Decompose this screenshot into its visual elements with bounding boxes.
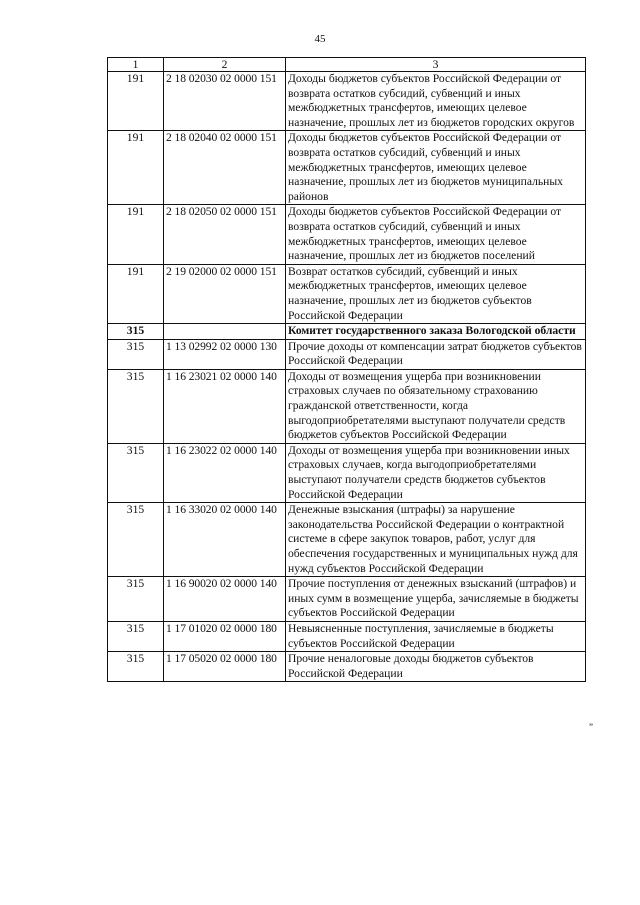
column-header-2: 2 [164, 58, 286, 72]
admin-code-cell: 191 [108, 131, 164, 205]
revenue-codes-table [107, 57, 586, 682]
revenue-name-cell: Доходы бюджетов субъектов Российской Федерации от возврата остатков субсидий, субвенций и иных межбюджетных трансфертов, имеющих целевое назначение, прошлых лет из бюджетов поселений [286, 205, 586, 264]
admin-code-cell: 315 [108, 369, 164, 443]
table-row [108, 652, 586, 682]
admin-code-cell: 315 [108, 652, 164, 682]
admin-code-cell: 315 [108, 339, 164, 369]
table-row [108, 503, 586, 577]
revenue-name-cell: Доходы от возмещения ущерба при возникновении иных страховых случаев, когда выгодоприобретателями выступают получатели средств бюджетов субъектов Российской Федерации [286, 443, 586, 502]
admin-code-cell: 191 [108, 264, 164, 323]
column-header-3: 3 [286, 58, 586, 72]
revenue-code-cell: 2 18 02030 02 0000 151 [164, 72, 286, 131]
column-header-1: 1 [108, 58, 164, 72]
revenue-code-cell: 1 13 02992 02 0000 130 [164, 339, 286, 369]
revenue-code-cell: 1 16 33020 02 0000 140 [164, 503, 286, 577]
closing-quote-mark: ” [589, 722, 593, 732]
revenue-code-cell: 2 18 02050 02 0000 151 [164, 205, 286, 264]
revenue-code-cell: 2 18 02040 02 0000 151 [164, 131, 286, 205]
revenue-name-cell: Прочие поступления от денежных взысканий (штрафов) и иных сумм в возмещение ущерба, зачисляемые в бюджеты субъектов Российской Федерации [286, 577, 586, 622]
table-row [108, 443, 586, 502]
table-row [108, 339, 586, 369]
page-number: 45 [314, 33, 326, 45]
admin-code-cell: 191 [108, 205, 164, 264]
revenue-name-cell: Прочие доходы от компенсации затрат бюджетов субъектов Российской Федерации [286, 339, 586, 369]
admin-code-cell: 191 [108, 72, 164, 131]
table-row [108, 621, 586, 651]
admin-code-cell: 315 [108, 503, 164, 577]
table-body [108, 72, 586, 682]
revenue-name-cell: Доходы бюджетов субъектов Российской Федерации от возврата остатков субсидий, субвенций и иных межбюджетных трансфертов, имеющих целевое назначение, прошлых лет из бюджетов муниципальных районов [286, 131, 586, 205]
header-row [108, 58, 586, 72]
table-row [108, 205, 586, 264]
revenue-code-cell [164, 324, 286, 340]
table-row [108, 369, 586, 443]
table-row [108, 72, 586, 131]
table-row [108, 264, 586, 323]
revenue-name-cell: Денежные взыскания (штрафы) за нарушение законодательства Российской Федерации о контрактной системе в сфере закупок товаров, работ, услуг для обеспечения государственных и муниципальных нужд для нужд субъектов Российской Федерации [286, 503, 586, 577]
admin-code-cell: 315 [108, 577, 164, 622]
revenue-code-cell: 1 17 05020 02 0000 180 [164, 652, 286, 682]
revenue-name-cell: Возврат остатков субсидий, субвенций и иных межбюджетных трансфертов, имеющих целевое назначение, прошлых лет из бюджетов субъектов Российской Федерации [286, 264, 586, 323]
revenue-code-cell: 1 16 90020 02 0000 140 [164, 577, 286, 622]
revenue-name-cell: Комитет государственного заказа Вологодской области [286, 324, 586, 340]
revenue-code-cell: 1 16 23021 02 0000 140 [164, 369, 286, 443]
table-row-section-heading [108, 324, 586, 340]
revenue-code-cell: 1 17 01020 02 0000 180 [164, 621, 286, 651]
revenue-name-cell: Невыясненные поступления, зачисляемые в бюджеты субъектов Российской Федерации [286, 621, 586, 651]
admin-code-cell: 315 [108, 443, 164, 502]
admin-code-cell: 315 [108, 324, 164, 340]
table-row [108, 577, 586, 622]
revenue-code-cell: 1 16 23022 02 0000 140 [164, 443, 286, 502]
admin-code-cell: 315 [108, 621, 164, 651]
revenue-name-cell: Доходы от возмещения ущерба при возникновении страховых случаев по обязательному страхованию гражданской ответственности, когда выгодоприобретателями выступают получатели средств бюджетов субъектов Российской Федерации [286, 369, 586, 443]
revenue-name-cell: Доходы бюджетов субъектов Российской Федерации от возврата остатков субсидий, субвенций и иных межбюджетных трансфертов, имеющих целевое назначение, прошлых лет из бюджетов городских округов [286, 72, 586, 131]
table-row [108, 131, 586, 205]
revenue-name-cell: Прочие неналоговые доходы бюджетов субъектов Российской Федерации [286, 652, 586, 682]
revenue-code-cell: 2 19 02000 02 0000 151 [164, 264, 286, 323]
